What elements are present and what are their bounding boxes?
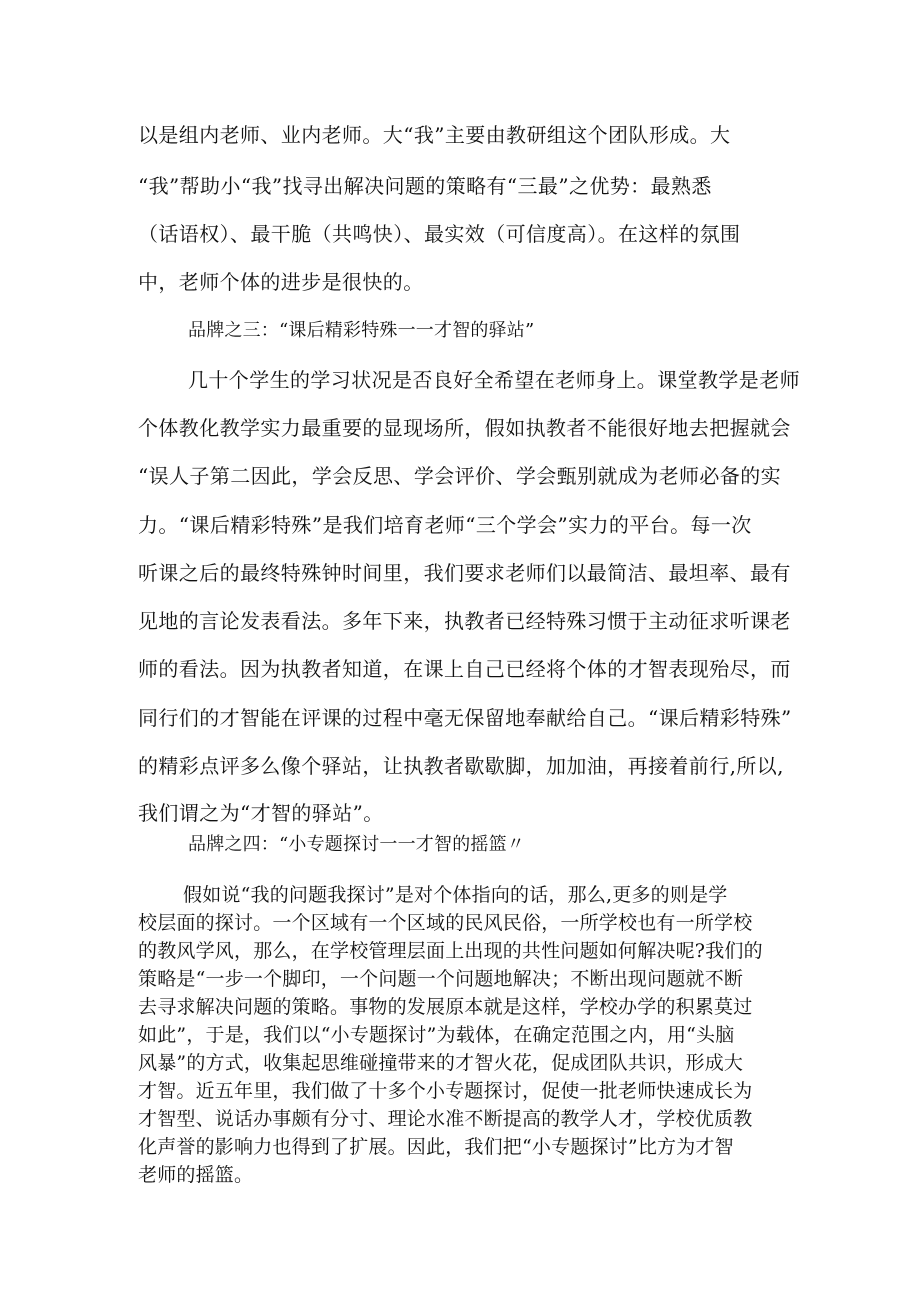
- paragraph-line: 的教风学风，那么，在学校管理层面上出现的共性问题如何解决呢?我们的: [138, 940, 763, 962]
- paragraph-line: 同行们的才智能在评课的过程中毫无保留地奉献给自己。“课后精彩特殊”: [138, 706, 792, 730]
- paragraph-line: 校层面的探讨。一个区域有一个区域的民风民俗，一所学校也有一所学校: [138, 912, 753, 934]
- paragraph-line: 我们谓之为“才智的驿站”。: [138, 801, 384, 825]
- paragraph-line: 去寻求解决问题的策略。事物的发展原本就是这样，学校办学的积累莫过: [138, 996, 753, 1018]
- paragraph-line: 力。“课后精彩特殊”是我们培育老师“三个学会”实力的平台。每一次: [138, 513, 752, 537]
- paragraph-line: “误人子第二因此，学会反思、学会评价、学会甄别就成为老师必备的实: [138, 464, 782, 488]
- paragraph-line: 师的看法。因为执教者知道，在课上自己已经将个体的才智表现殆尽，而: [138, 657, 791, 681]
- paragraph-line: 策略是“一步一个脚印，一个问题一个问题地解决；不断出现问题就不断: [138, 968, 744, 990]
- paragraph-line: （话语权）、最干脆（共鸣快）、最实效（可信度高）。在这样的氛围: [138, 222, 741, 246]
- paragraph-line: 的精彩点评多么像个驿站，让执教者歇歇脚，加加油，再接着前行,所以,: [138, 754, 784, 778]
- paragraph-line: 假如说“我的问题我探讨”是对个体指向的话，那么,更多的则是学: [183, 884, 728, 906]
- paragraph-line: 才智型、说话办事颇有分寸、理论水准不断提高的教学人才，学校优质教: [138, 1108, 753, 1130]
- section-heading-4: 品牌之四：“小专题探讨一一才智的摇篮〃: [188, 834, 526, 855]
- section-heading-3: 品牌之三：“课后精彩特殊一一才智的驿站”: [188, 320, 535, 341]
- paragraph-line: 如此”，于是，我们以“小专题探讨”为载体，在确定范围之内，用“头脑: [138, 1024, 735, 1046]
- paragraph-line: 个体教化教学实力最重要的显现场所，假如执教者不能很好地去把握就会: [138, 416, 791, 440]
- paragraph-line: 风暴”的方式，收集起思维碰撞带来的才智火花，促成团队共识，形成大: [138, 1052, 744, 1074]
- paragraph-line: 老师的摇篮。: [138, 1164, 254, 1186]
- paragraph-line: 中，老师个体的进步是很快的。: [138, 270, 424, 294]
- paragraph-line: “我”帮助小“我”找寻出解决问题的策略有“三最”之优势：最熟悉: [138, 174, 712, 198]
- paragraph-line: 以是组内老师、业内老师。大“我”主要由教研组这个团队形成。大: [138, 123, 731, 147]
- paragraph-line: 几十个学生的学习状况是否良好全希望在老师身上。课堂教学是老师: [188, 368, 800, 392]
- paragraph-line: 才智。近五年里，我们做了十多个小专题探讨，促使一批老师快速成长为: [138, 1080, 753, 1102]
- paragraph-line: 见地的言论发表看法。多年下来，执教者已经特殊习惯于主动征求听课老: [138, 609, 791, 633]
- paragraph-line: 化声誉的影响力也得到了扩展。因此，我们把“小专题探讨”比方为才智: [138, 1136, 734, 1158]
- paragraph-line: 听课之后的最终特殊钟时间里，我们要求老师们以最简洁、最坦率、最有: [138, 561, 791, 585]
